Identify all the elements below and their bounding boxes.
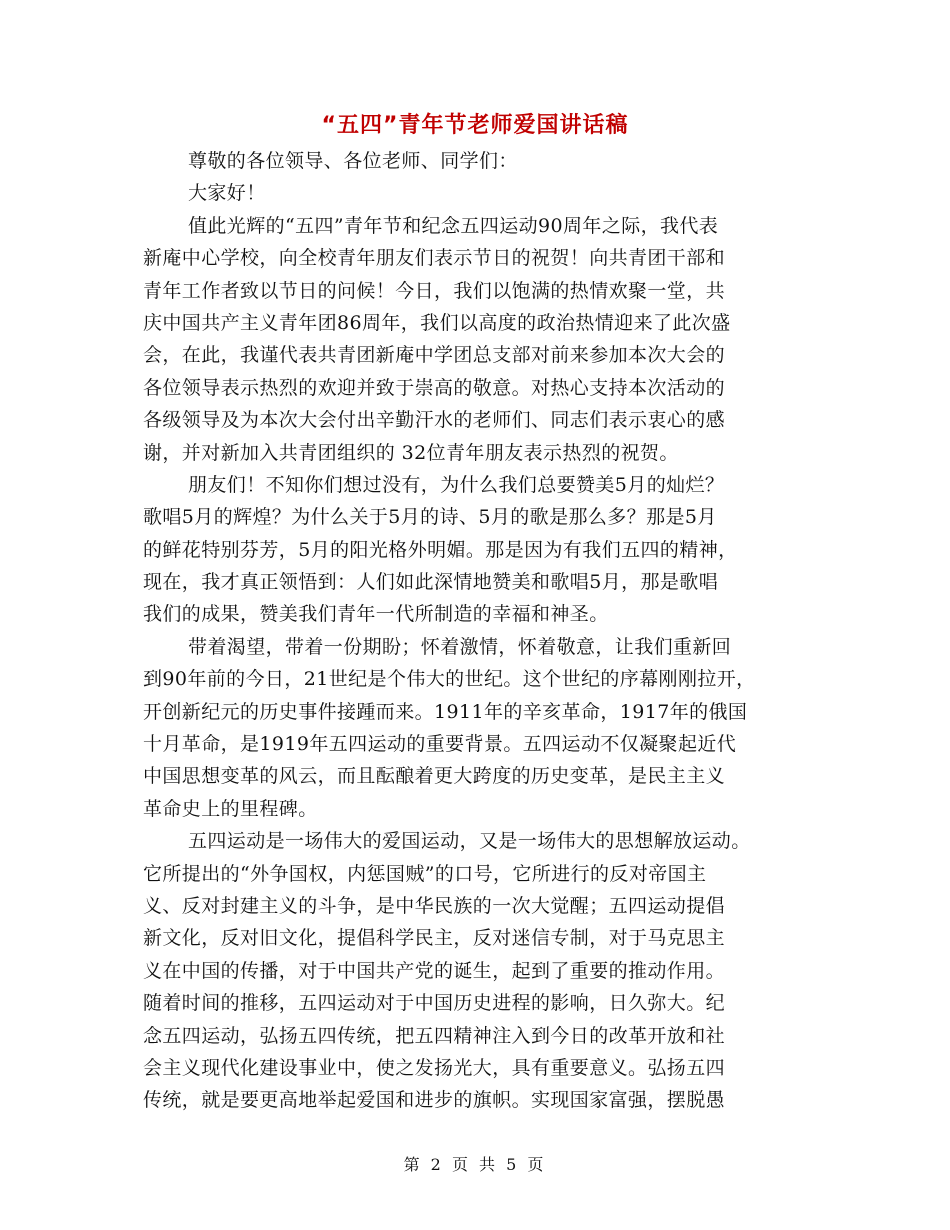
body-line: 各位领导表示热烈的欢迎并致于崇高的敬意。对热心支持本次活动的 — [143, 376, 726, 399]
body-line: 庆中国共产主义青年团86周年，我们以高度的政治热情迎来了此次盛 — [143, 311, 731, 334]
body-line: 现在，我才真正领悟到：人们如此深情地赞美和歌唱5月，那是歌唱 — [143, 571, 719, 594]
document-title: “五四”青年节老师爱国讲话稿 — [321, 113, 629, 138]
body-line: 带着渴望，带着一份期盼；怀着激情，怀着敬意，让我们重新回 — [188, 635, 732, 658]
body-line: 到90年前的今日，21世纪是个伟大的世纪。这个世纪的序幕刚刚拉开， — [143, 668, 756, 691]
body-line: 朋友们！不知你们想过没有，为什么我们总要赞美5月的灿烂？ — [188, 473, 725, 496]
body-line: 新文化，反对旧文化，提倡科学民主，反对迷信专制，对于马克思主 — [143, 927, 726, 950]
body-line: 尊敬的各位领导、各位老师、同学们： — [188, 150, 518, 172]
body-line: 值此光辉的“五四”青年节和纪念五四运动90周年之际，我代表 — [188, 214, 719, 237]
body-line: 五四运动是一场伟大的爱国运动，又是一场伟大的思想解放运动。 — [188, 830, 751, 853]
body-line: 我们的成果，赞美我们青年一代所制造的幸福和神圣。 — [143, 603, 609, 626]
body-line: 开创新纪元的历史事件接踵而来。1911年的辛亥革命，1917年的俄国 — [143, 700, 748, 723]
body-line: 会主义现代化建设事业中，使之发扬光大，具有重要意义。弘扬五四 — [143, 1056, 726, 1079]
body-line: 它所提出的“外争国权，内惩国贼”的口号，它所进行的反对帝国主 — [143, 862, 707, 885]
body-line: 十月革命，是1919年五四运动的重要背景。五四运动不仅凝聚起近代 — [143, 733, 737, 756]
body-line: 青年工作者致以节日的问候！今日，我们以饱满的热情欢聚一堂，共 — [143, 279, 726, 302]
body-line: 义、反对封建主义的斗争，是中华民族的一次大觉醒；五四运动提倡 — [143, 894, 726, 917]
body-line: 中国思想变革的风云，而且酝酿着更大跨度的历史变革，是民主主义 — [143, 765, 726, 788]
body-line: 会，在此，我谨代表共青团新庵中学团总支部对前来参加本次大会的 — [143, 344, 726, 367]
page-footer: 第 2 页 共 5 页 — [403, 1155, 547, 1174]
body-line: 谢，并对新加入共青团组织的 32位青年朋友表示热烈的祝贺。 — [143, 441, 679, 464]
body-line: 大家好！ — [188, 182, 266, 205]
body-line: 随着时间的推移，五四运动对于中国历史进程的影响，日久弥大。纪 — [143, 992, 726, 1015]
body-line: 的鲜花特别芬芳，5月的阳光格外明媚。那是因为有我们五四的精神， — [143, 538, 738, 561]
body-line: 传统，就是要更高地举起爱国和进步的旗帜。实现国家富强，摆脱愚 — [143, 1089, 726, 1112]
body-line: 念五四运动，弘扬五四传统，把五四精神注入到今日的改革开放和社 — [143, 1024, 726, 1047]
body-line: 新庵中心学校，向全校青年朋友们表示节日的祝贺！向共青团干部和 — [143, 247, 726, 270]
body-line: 义在中国的传播，对于中国共产党的诞生，起到了重要的推动作用。 — [143, 959, 726, 982]
body-line: 各级领导及为本次大会付出辛勤汗水的老师们、同志们表示衷心的感 — [143, 409, 726, 432]
document-body — [143, 145, 813, 1117]
body-line: 革命史上的里程碑。 — [143, 797, 318, 820]
body-line: 歌唱5月的辉煌？为什么关于5月的诗、5月的歌是那么多？那是5月 — [143, 506, 717, 529]
